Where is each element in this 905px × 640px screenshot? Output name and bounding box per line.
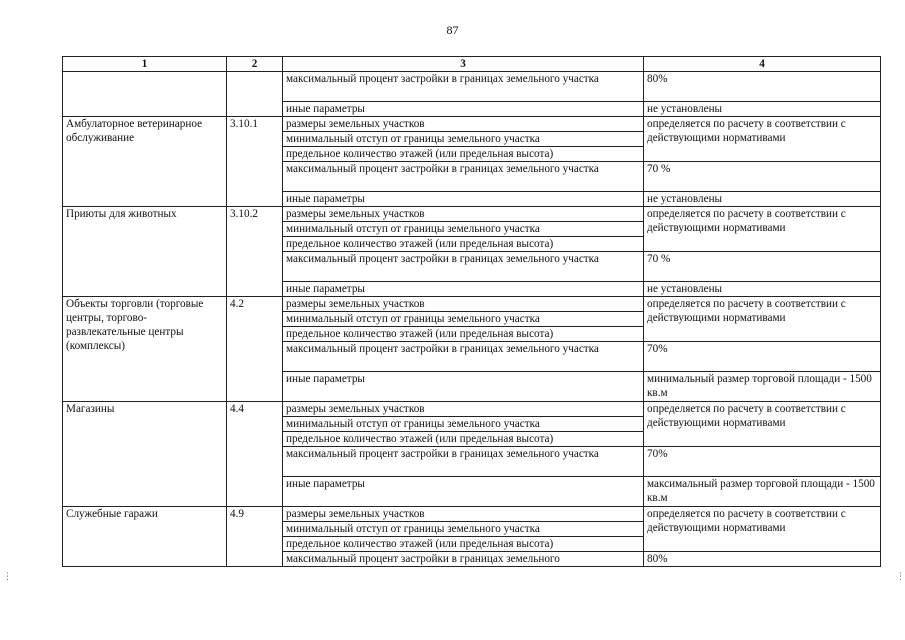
param-cell: минимальный отступ от границы земельного участка	[283, 132, 644, 147]
merged-value-cell: определяется по расчету в соответствии с действующими нормативами	[644, 117, 881, 162]
value-cell: 80%	[644, 72, 881, 102]
param-cell: иные параметры	[283, 477, 644, 507]
merged-value-cell: определяется по расчету в соответствии с действующими нормативами	[644, 402, 881, 447]
value-cell: 70%	[644, 447, 881, 477]
param-cell: минимальный отступ от границы земельного участка	[283, 222, 644, 237]
table-row	[63, 72, 881, 102]
value-cell: 70 %	[644, 252, 881, 282]
param-cell: минимальный отступ от границы земельного участка	[283, 522, 644, 537]
param-cell: размеры земельных участков	[283, 297, 644, 312]
table-row	[63, 507, 881, 522]
code-cell: 3.10.1	[227, 117, 283, 207]
use-cell: Объекты торговли (торговые центры, торгово-развлекательные центры (комплексы)	[63, 297, 227, 402]
use-cell: Приюты для животных	[63, 207, 227, 297]
value-cell: максимальный размер торговой площади - 1500 кв.м	[644, 477, 881, 507]
param-cell: иные параметры	[283, 282, 644, 297]
param-cell: размеры земельных участков	[283, 207, 644, 222]
header-col-4: 4	[644, 57, 881, 72]
scan-edge-mark-right: ⋮	[896, 572, 905, 582]
param-cell: размеры земельных участков	[283, 402, 644, 417]
param-cell: предельное количество этажей (или предельная высота)	[283, 237, 644, 252]
code-cell	[227, 72, 283, 117]
param-cell: максимальный процент застройки в границах земельного	[283, 552, 644, 567]
param-cell: максимальный процент застройки в границах земельного участка	[283, 252, 644, 282]
merged-value-cell: определяется по расчету в соответствии с действующими нормативами	[644, 297, 881, 342]
value-cell: 80%	[644, 552, 881, 567]
merged-value-cell: определяется по расчету в соответствии с действующими нормативами	[644, 207, 881, 252]
code-cell: 4.4	[227, 402, 283, 507]
use-cell	[63, 72, 227, 117]
param-cell: минимальный отступ от границы земельного участка	[283, 417, 644, 432]
param-cell: максимальный процент застройки в границах земельного участка	[283, 447, 644, 477]
param-cell: размеры земельных участков	[283, 507, 644, 522]
header-col-1: 1	[63, 57, 227, 72]
param-cell: максимальный процент застройки в границах земельного участка	[283, 162, 644, 192]
param-cell: предельное количество этажей (или предельная высота)	[283, 537, 644, 552]
page-number: 87	[446, 23, 459, 37]
param-cell: предельное количество этажей (или предельная высота)	[283, 147, 644, 162]
param-cell: иные параметры	[283, 372, 644, 402]
param-cell: предельное количество этажей (или предельная высота)	[283, 327, 644, 342]
value-cell: не установлены	[644, 192, 881, 207]
table-row	[63, 117, 881, 132]
param-cell: минимальный отступ от границы земельного участка	[283, 312, 644, 327]
value-cell: минимальный размер торговой площади - 1500 кв.м	[644, 372, 881, 402]
value-cell: не установлены	[644, 102, 881, 117]
use-cell: Служебные гаражи	[63, 507, 227, 567]
param-cell: максимальный процент застройки в границах земельного участка	[283, 342, 644, 372]
value-cell: 70 %	[644, 162, 881, 192]
value-cell: 70%	[644, 342, 881, 372]
param-cell: иные параметры	[283, 192, 644, 207]
use-cell: Амбулаторное ветеринарное обслуживание	[63, 117, 227, 207]
header-row	[63, 57, 881, 72]
code-cell: 3.10.2	[227, 207, 283, 297]
regulations-table	[62, 56, 881, 567]
param-cell: максимальный процент застройки в границах земельного участка	[283, 72, 644, 102]
use-cell: Магазины	[63, 402, 227, 507]
code-cell: 4.2	[227, 297, 283, 402]
header-col-2: 2	[227, 57, 283, 72]
param-cell: предельное количество этажей (или предельная высота)	[283, 432, 644, 447]
code-cell: 4.9	[227, 507, 283, 567]
merged-value-cell: определяется по расчету в соответствии с действующими нормативами	[644, 507, 881, 552]
scan-edge-mark-left: ⋮	[3, 572, 12, 582]
table-row	[63, 402, 881, 417]
param-cell: иные параметры	[283, 102, 644, 117]
param-cell: размеры земельных участков	[283, 117, 644, 132]
table-row	[63, 207, 881, 222]
header-col-3: 3	[283, 57, 644, 72]
value-cell: не установлены	[644, 282, 881, 297]
table-row	[63, 297, 881, 312]
